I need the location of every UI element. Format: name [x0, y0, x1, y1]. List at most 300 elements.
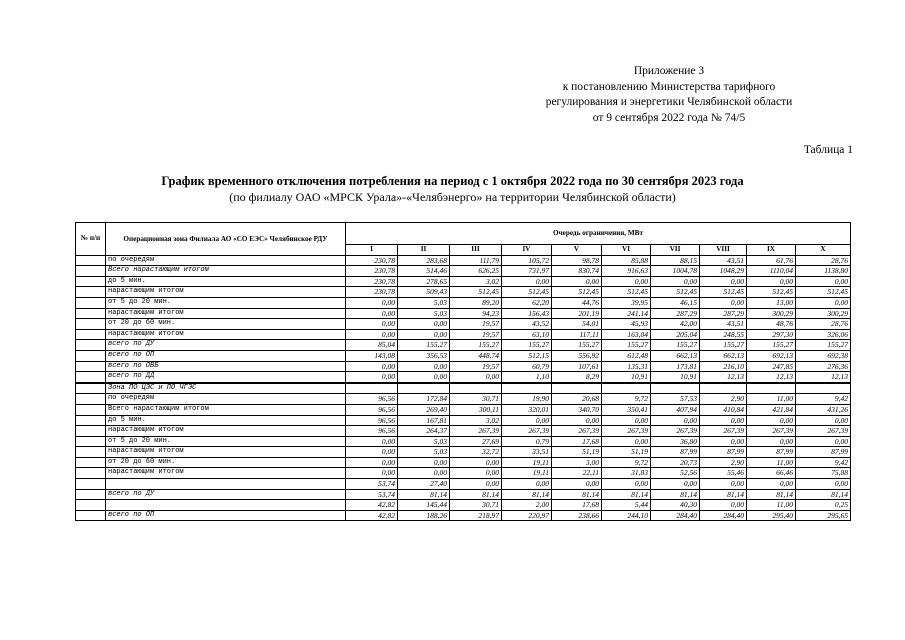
table-row	[76, 510, 851, 521]
value-cell	[651, 383, 700, 394]
row-number-cell	[76, 287, 106, 298]
value-cell: 46,15	[651, 297, 700, 308]
value-cell: 81,14	[651, 489, 700, 500]
value-cell: 81,14	[552, 489, 602, 500]
value-cell: 556,92	[552, 350, 602, 361]
row-number-cell	[76, 404, 106, 415]
value-cell: 9,42	[796, 394, 851, 405]
header-level-1: I	[346, 245, 398, 256]
value-cell: 1138,80	[796, 266, 851, 277]
row-label: всего по ОП	[106, 350, 346, 361]
table-row	[76, 340, 851, 351]
table-row	[76, 404, 851, 415]
row-label	[106, 500, 346, 511]
value-cell: 20,68	[552, 394, 602, 405]
row-number-cell	[76, 372, 106, 383]
value-cell: 0,00	[450, 372, 502, 383]
value-cell: 156,43	[502, 308, 552, 319]
value-cell: 509,43	[398, 287, 450, 298]
appendix-line: к постановлению Министерства тарифного	[562, 80, 776, 93]
row-label: по очередям	[106, 394, 346, 405]
value-cell: 42,82	[346, 510, 398, 521]
value-cell: 36,80	[651, 436, 700, 447]
value-cell: 295,65	[796, 510, 851, 521]
value-cell: 512,45	[450, 287, 502, 298]
row-label: всего по ДД	[106, 372, 346, 383]
value-cell: 19,57	[450, 361, 502, 372]
appendix-line: от 9 сентября 2022 года № 74/5	[592, 111, 746, 124]
value-cell: 33,51	[502, 447, 552, 458]
row-number-cell	[76, 266, 106, 277]
value-cell: 81,14	[747, 489, 796, 500]
value-cell: 5,03	[398, 297, 450, 308]
value-cell: 62,20	[502, 297, 552, 308]
value-cell: 0,00	[700, 436, 747, 447]
value-cell	[502, 383, 552, 394]
row-label: Зона ПО ЦЭС и ПО ЧГЭС	[106, 383, 346, 394]
value-cell: 0,00	[398, 319, 450, 330]
value-cell: 283,68	[398, 255, 450, 266]
value-cell: 287,29	[700, 308, 747, 319]
value-cell: 0,00	[747, 479, 796, 490]
value-cell: 39,95	[602, 297, 651, 308]
value-cell: 421,84	[747, 404, 796, 415]
value-cell: 61,76	[747, 255, 796, 266]
value-cell: 57,53	[651, 394, 700, 405]
value-cell: 512,45	[651, 287, 700, 298]
row-label: нарастающим итогом	[106, 447, 346, 458]
row-number-cell	[76, 479, 106, 490]
value-cell: 0,00	[796, 415, 851, 426]
value-cell: 356,53	[398, 350, 450, 361]
value-cell: 0,00	[747, 415, 796, 426]
value-cell: 326,06	[796, 329, 851, 340]
row-label: всего по ДУ	[106, 489, 346, 500]
value-cell: 54,01	[552, 319, 602, 330]
value-cell: 30,71	[450, 394, 502, 405]
value-cell: 201,19	[552, 308, 602, 319]
table-row	[76, 287, 851, 298]
value-cell: 284,40	[651, 510, 700, 521]
row-number-cell	[76, 468, 106, 479]
value-cell: 81,14	[602, 489, 651, 500]
value-cell: 512,45	[796, 287, 851, 298]
value-cell: 0,00	[346, 436, 398, 447]
value-cell: 98,78	[552, 255, 602, 266]
value-cell: 10,91	[602, 372, 651, 383]
value-cell: 17,68	[552, 436, 602, 447]
value-cell: 11,00	[747, 394, 796, 405]
value-cell: 512,45	[552, 287, 602, 298]
row-label: до 5 мин.	[106, 415, 346, 426]
schedule-table	[75, 222, 851, 521]
value-cell: 0,00	[747, 276, 796, 287]
value-cell: 53,74	[346, 479, 398, 490]
appendix-line: Приложение 3	[633, 65, 705, 77]
value-cell: 32,72	[450, 447, 502, 458]
value-cell: 143,08	[346, 350, 398, 361]
value-cell: 241,14	[602, 308, 651, 319]
value-cell: 111,79	[450, 255, 502, 266]
value-cell: 9,72	[602, 394, 651, 405]
value-cell: 145,44	[398, 500, 450, 511]
value-cell: 276,36	[796, 361, 851, 372]
row-label: всего по ДУ	[106, 340, 346, 351]
value-cell: 0,00	[552, 415, 602, 426]
value-cell: 1048,29	[700, 266, 747, 277]
value-cell: 0,79	[502, 436, 552, 447]
value-cell: 407,94	[651, 404, 700, 415]
value-cell: 230,78	[346, 276, 398, 287]
value-cell: 31,83	[602, 468, 651, 479]
value-cell: 20,73	[651, 457, 700, 468]
table-row	[76, 276, 851, 287]
value-cell: 85,04	[346, 340, 398, 351]
value-cell: 692,13	[747, 350, 796, 361]
value-cell: 300,29	[796, 308, 851, 319]
row-label: нарастающим итогом	[106, 468, 346, 479]
header-level-8: VIII	[700, 245, 747, 256]
row-number-cell	[76, 276, 106, 287]
value-cell: 0,00	[602, 436, 651, 447]
header-level-5: V	[552, 245, 602, 256]
value-cell: 350,41	[602, 404, 651, 415]
value-cell: 0,00	[346, 447, 398, 458]
value-cell: 267,39	[651, 426, 700, 437]
value-cell: 0,00	[796, 479, 851, 490]
value-cell: 155,27	[502, 340, 552, 351]
value-cell: 43,51	[700, 255, 747, 266]
value-cell: 107,61	[552, 361, 602, 372]
value-cell: 19,11	[502, 457, 552, 468]
value-cell: 9,72	[602, 457, 651, 468]
value-cell: 248,55	[700, 329, 747, 340]
value-cell: 173,81	[651, 361, 700, 372]
value-cell: 0,00	[398, 457, 450, 468]
value-cell: 40,30	[651, 500, 700, 511]
row-number-cell	[76, 329, 106, 340]
value-cell: 42,82	[346, 500, 398, 511]
value-cell: 8,29	[552, 372, 602, 383]
header-level-4: IV	[502, 245, 552, 256]
value-cell: 230,78	[346, 287, 398, 298]
value-cell: 0,00	[502, 415, 552, 426]
value-cell: 43,51	[700, 319, 747, 330]
value-cell: 19,57	[450, 319, 502, 330]
value-cell: 300,11	[450, 404, 502, 415]
value-cell: 0,00	[502, 276, 552, 287]
value-cell: 267,39	[552, 426, 602, 437]
value-cell: 0,00	[346, 372, 398, 383]
value-cell: 188,26	[398, 510, 450, 521]
row-number-cell	[76, 489, 106, 500]
value-cell: 295,40	[747, 510, 796, 521]
value-cell: 117,11	[552, 329, 602, 340]
value-cell: 731,97	[502, 266, 552, 277]
value-cell: 55,46	[700, 468, 747, 479]
value-cell: 264,37	[398, 426, 450, 437]
table-row	[76, 350, 851, 361]
value-cell: 11,00	[747, 457, 796, 468]
value-cell: 0,00	[346, 319, 398, 330]
value-cell: 205,04	[651, 329, 700, 340]
row-label: нарастающим итогом	[106, 426, 346, 437]
table-header	[76, 223, 851, 256]
value-cell: 0,00	[346, 329, 398, 340]
value-cell: 19,90	[502, 394, 552, 405]
value-cell: 81,14	[700, 489, 747, 500]
value-cell: 1004,78	[651, 266, 700, 277]
value-cell: 0,00	[796, 436, 851, 447]
value-cell: 0,00	[796, 276, 851, 287]
value-cell: 830,74	[552, 266, 602, 277]
table-body	[76, 255, 851, 521]
row-number-cell	[76, 394, 106, 405]
value-cell: 0,00	[450, 457, 502, 468]
header-level-7: VII	[651, 245, 700, 256]
value-cell: 44,76	[552, 297, 602, 308]
table-row	[76, 372, 851, 383]
row-number-cell	[76, 340, 106, 351]
table-row	[76, 255, 851, 266]
value-cell: 163,04	[602, 329, 651, 340]
value-cell: 1110,04	[747, 266, 796, 277]
table-row	[76, 266, 851, 277]
value-cell: 0,00	[450, 479, 502, 490]
value-cell: 0,00	[796, 297, 851, 308]
value-cell: 278,65	[398, 276, 450, 287]
value-cell: 53,74	[346, 489, 398, 500]
value-cell: 0,00	[346, 297, 398, 308]
header-queue: Очередь ограничения, МВт	[346, 223, 851, 245]
value-cell: 81,14	[796, 489, 851, 500]
value-cell: 2,00	[502, 500, 552, 511]
value-cell	[747, 383, 796, 394]
value-cell: 85,88	[602, 255, 651, 266]
value-cell: 0,00	[346, 468, 398, 479]
value-cell: 19,11	[502, 468, 552, 479]
row-label: от 5 до 20 мин.	[106, 297, 346, 308]
table-row	[76, 297, 851, 308]
value-cell: 0,00	[502, 479, 552, 490]
value-cell: 0,00	[346, 308, 398, 319]
value-cell: 514,46	[398, 266, 450, 277]
value-cell: 512,45	[502, 287, 552, 298]
table-row	[76, 468, 851, 479]
row-label: Всего нарастающим итогом	[106, 404, 346, 415]
header-level-10: X	[796, 245, 851, 256]
value-cell: 10,91	[651, 372, 700, 383]
table-row	[76, 489, 851, 500]
value-cell: 60,79	[502, 361, 552, 372]
row-number-cell	[76, 350, 106, 361]
value-cell: 43,52	[502, 319, 552, 330]
value-cell: 431,26	[796, 404, 851, 415]
value-cell: 0,00	[398, 329, 450, 340]
value-cell: 512,15	[502, 350, 552, 361]
value-cell	[796, 383, 851, 394]
value-cell: 0,00	[651, 479, 700, 490]
value-cell: 410,84	[700, 404, 747, 415]
value-cell: 66,46	[747, 468, 796, 479]
value-cell: 300,29	[747, 308, 796, 319]
row-number-cell	[76, 500, 106, 511]
value-cell: 81,14	[450, 489, 502, 500]
value-cell: 340,70	[552, 404, 602, 415]
value-cell: 81,14	[398, 489, 450, 500]
row-label: Всего нарастающим итогом	[106, 266, 346, 277]
value-cell: 0,00	[700, 500, 747, 511]
value-cell: 96,56	[346, 394, 398, 405]
row-label: по очередям	[106, 255, 346, 266]
value-cell: 0,00	[398, 468, 450, 479]
appendix-block	[519, 64, 819, 126]
table-row	[76, 457, 851, 468]
value-cell	[700, 383, 747, 394]
value-cell: 284,40	[700, 510, 747, 521]
value-cell: 267,39	[796, 426, 851, 437]
value-cell: 22,11	[552, 468, 602, 479]
row-label: нарастающим итогом	[106, 287, 346, 298]
value-cell: 0,00	[552, 276, 602, 287]
value-cell: 0,00	[700, 415, 747, 426]
value-cell: 267,39	[700, 426, 747, 437]
value-cell: 52,56	[651, 468, 700, 479]
row-number-cell	[76, 361, 106, 372]
value-cell: 662,13	[700, 350, 747, 361]
value-cell: 0,00	[346, 457, 398, 468]
value-cell: 12,13	[796, 372, 851, 383]
value-cell: 512,45	[602, 287, 651, 298]
value-cell: 3,00	[552, 457, 602, 468]
value-cell: 155,27	[602, 340, 651, 351]
header-level-2: II	[398, 245, 450, 256]
value-cell: 3,02	[450, 276, 502, 287]
value-cell	[398, 383, 450, 394]
value-cell: 155,27	[450, 340, 502, 351]
value-cell: 0,00	[602, 415, 651, 426]
row-label: всего по ОВБ	[106, 361, 346, 372]
row-number-cell	[76, 510, 106, 521]
row-number-cell	[76, 297, 106, 308]
header-level-9: IX	[747, 245, 796, 256]
row-label: от 5 до 20 мин.	[106, 436, 346, 447]
table-row	[76, 329, 851, 340]
table-row	[76, 426, 851, 437]
value-cell: 96,56	[346, 415, 398, 426]
table-row	[76, 394, 851, 405]
header-zone: Операционная зона Филиала АО «СО ЕЭС» Челябинское РДУ	[106, 223, 346, 256]
value-cell: 916,63	[602, 266, 651, 277]
value-cell: 135,31	[602, 361, 651, 372]
value-cell: 28,76	[796, 319, 851, 330]
row-label: от 20 до 60 мин.	[106, 319, 346, 330]
value-cell: 12,13	[747, 372, 796, 383]
value-cell: 267,39	[747, 426, 796, 437]
value-cell: 247,85	[747, 361, 796, 372]
value-cell: 17,68	[552, 500, 602, 511]
value-cell: 155,27	[651, 340, 700, 351]
value-cell: 267,39	[502, 426, 552, 437]
value-cell: 512,45	[700, 287, 747, 298]
value-cell: 0,00	[602, 479, 651, 490]
value-cell: 75,88	[796, 468, 851, 479]
value-cell: 30,71	[450, 500, 502, 511]
value-cell	[346, 383, 398, 394]
value-cell: 27,40	[398, 479, 450, 490]
value-cell: 155,27	[700, 340, 747, 351]
value-cell: 94,23	[450, 308, 502, 319]
value-cell: 612,48	[602, 350, 651, 361]
value-cell: 0,25	[796, 500, 851, 511]
row-label: всего по ОП	[106, 510, 346, 521]
value-cell: 89,20	[450, 297, 502, 308]
value-cell: 0,00	[602, 276, 651, 287]
table-row	[76, 383, 851, 394]
value-cell: 155,27	[398, 340, 450, 351]
row-label: нарастающим итогом	[106, 308, 346, 319]
row-number-cell	[76, 319, 106, 330]
row-number-cell	[76, 308, 106, 319]
value-cell: 87,99	[747, 447, 796, 458]
value-cell: 267,39	[450, 426, 502, 437]
value-cell: 662,13	[651, 350, 700, 361]
table-row	[76, 308, 851, 319]
value-cell: 42,00	[651, 319, 700, 330]
value-cell: 81,14	[502, 489, 552, 500]
value-cell: 0,00	[398, 372, 450, 383]
value-cell: 269,40	[398, 404, 450, 415]
row-number-cell	[76, 447, 106, 458]
value-cell	[602, 383, 651, 394]
header-level-3: III	[450, 245, 502, 256]
value-cell: 220,97	[502, 510, 552, 521]
value-cell: 1,10	[502, 372, 552, 383]
table-number: Таблица 1	[803, 144, 853, 156]
value-cell: 297,30	[747, 329, 796, 340]
value-cell: 13,00	[747, 297, 796, 308]
header-number: № п/п	[76, 223, 106, 256]
value-cell: 692,38	[796, 350, 851, 361]
row-number-cell	[76, 426, 106, 437]
value-cell: 48,76	[747, 319, 796, 330]
table-row	[76, 479, 851, 490]
value-cell: 2,90	[700, 457, 747, 468]
value-cell: 0,00	[398, 361, 450, 372]
value-cell: 63,10	[502, 329, 552, 340]
value-cell: 51,19	[552, 447, 602, 458]
value-cell: 87,99	[651, 447, 700, 458]
value-cell: 0,00	[700, 276, 747, 287]
row-number-cell	[76, 383, 106, 394]
value-cell: 87,99	[700, 447, 747, 458]
row-label: от 20 до 60 мин.	[106, 457, 346, 468]
row-label: нарастающим итогом	[106, 329, 346, 340]
appendix-line: регулирования и энергетики Челябинской области	[545, 96, 793, 108]
table-row	[76, 415, 851, 426]
value-cell: 5,03	[398, 447, 450, 458]
value-cell: 105,72	[502, 255, 552, 266]
value-cell: 0,00	[700, 479, 747, 490]
document-subtitle: (по филиалу ОАО «МРСК Урала»-«Челябэнерго» на территории Челябинской области)	[229, 190, 676, 204]
value-cell: 5,44	[602, 500, 651, 511]
value-cell: 267,39	[602, 426, 651, 437]
value-cell: 2,90	[700, 394, 747, 405]
value-cell: 244,10	[602, 510, 651, 521]
row-number-cell	[76, 415, 106, 426]
document-title: График временного отключения потребления на период с 1 октября 2022 года по 30 сентября 2023 года	[161, 174, 744, 188]
row-number-cell	[76, 255, 106, 266]
